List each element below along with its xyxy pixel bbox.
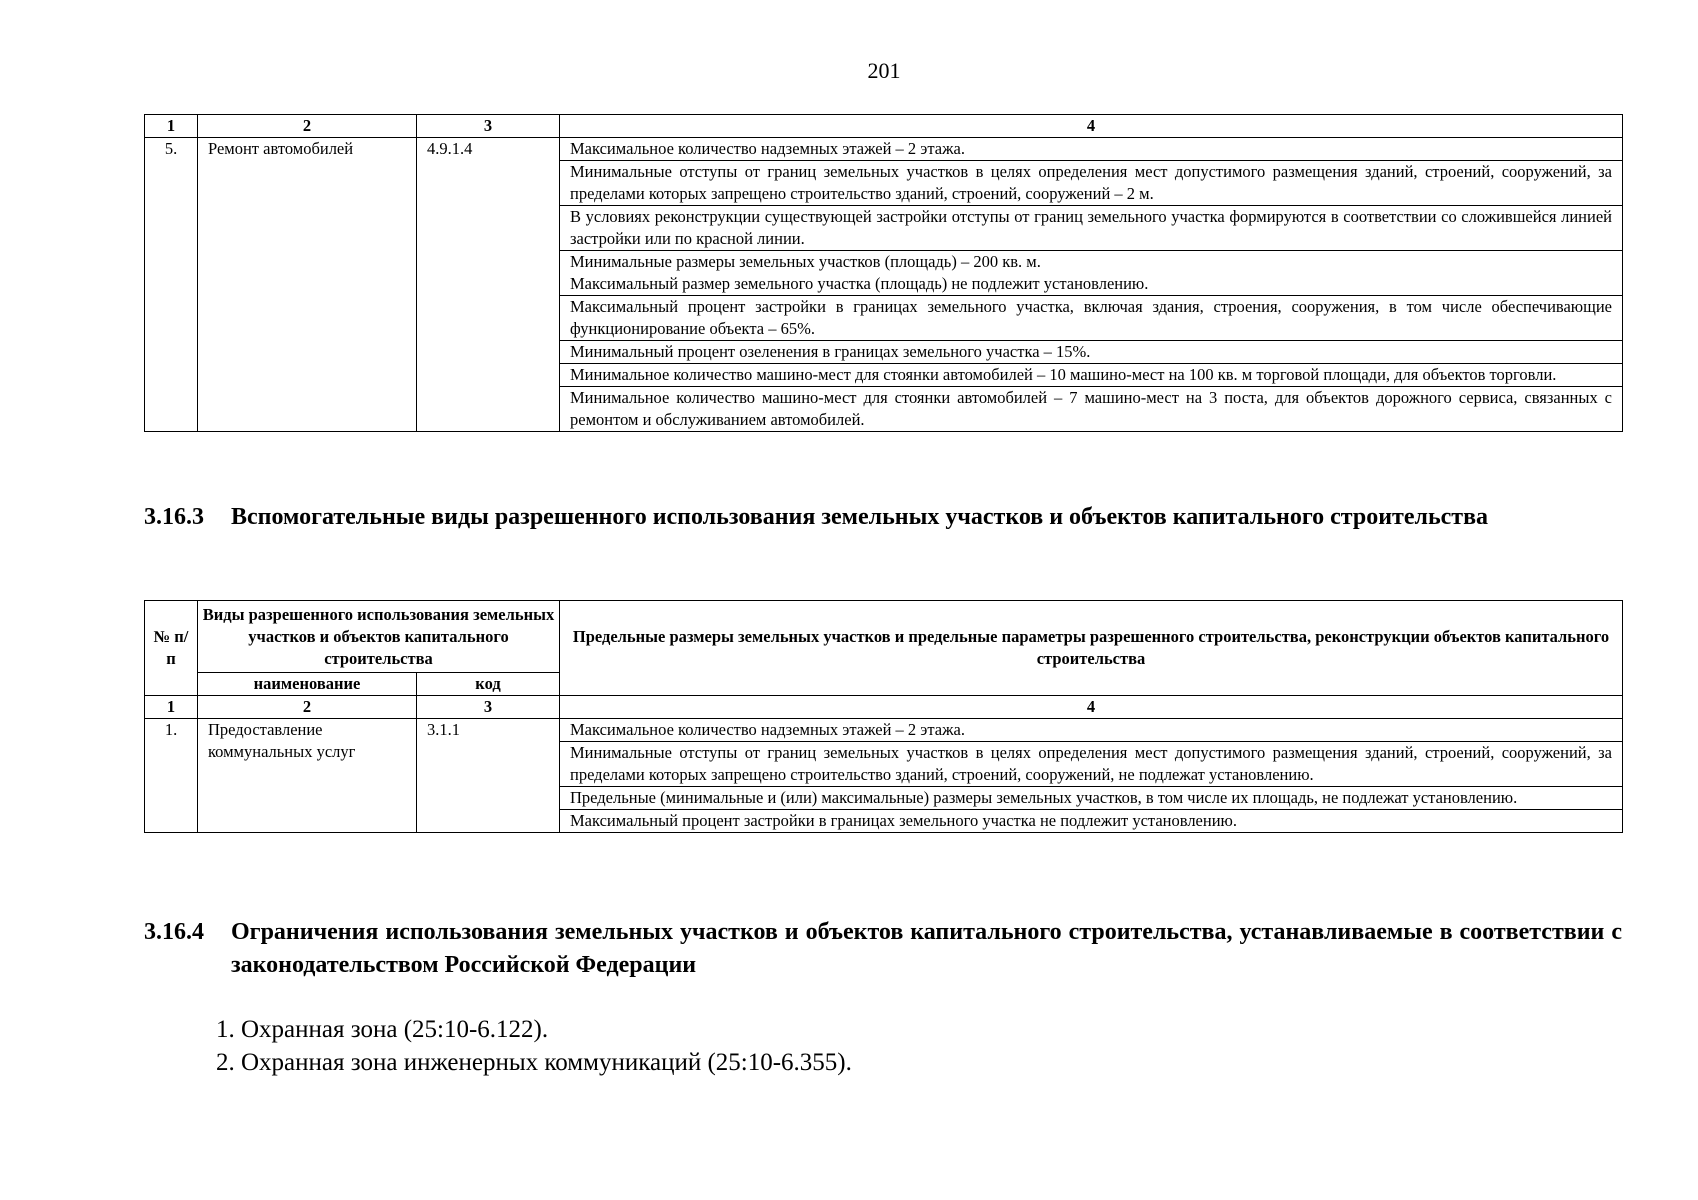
parameter-cell: Минимальное количество машино-мест для стоянки автомобилей – 7 машино-мест на 3 поста, для объектов дорожного сервиса, связанных с ремонтом и обслуживанием автомобилей. <box>560 387 1623 432</box>
parameter-cell: Минимальные отступы от границ земельных участков в целях определения мест допустимого размещения зданий, строений, сооружений, за пределами которых запрещено строительство зданий, строений, сооружений, не подлежат установлению. <box>560 742 1623 787</box>
parameter-cell: В условиях реконструкции существующей застройки отступы от границ земельного участка формируются в соответствии со сложившейся линией застройки или по красной линии. <box>560 206 1623 251</box>
column-number: 3 <box>417 696 560 719</box>
column-number: 4 <box>560 696 1623 719</box>
header-code: код <box>417 673 560 696</box>
use-type-code: 3.1.1 <box>417 719 560 833</box>
parameter-cell: Предельные (минимальные и (или) максимальные) размеры земельных участков, в том числе их площадь, не подлежат установлению. <box>560 787 1623 810</box>
header-num: № п/п <box>145 601 198 696</box>
column-number: 2 <box>198 696 417 719</box>
parameter-cell: Максимальное количество надземных этажей – 2 этажа. <box>560 719 1623 742</box>
table-row <box>145 719 1623 742</box>
use-type-name: Ремонт автомобилей <box>198 138 417 432</box>
column-numbers-row <box>145 115 1623 138</box>
header-limits: Предельные размеры земельных участков и предельные параметры разрешенного строительства, реконструкции объектов капитального строительства <box>560 601 1623 696</box>
section-number: 3.16.4 <box>144 919 204 945</box>
column-number: 1 <box>145 696 198 719</box>
parameter-cell: Минимальный процент озеленения в границах земельного участка – 15%. <box>560 341 1623 364</box>
section-title: Ограничения использования земельных участков и объектов капитального строительства, устанавливаемые в соответствии с законодательством Российской Федерации <box>231 919 1622 978</box>
use-type-name: Предоставление коммунальных услуг <box>198 719 417 833</box>
parameter-cell: Минимальное количество машино-мест для стоянки автомобилей – 10 машино-мест на 100 кв. м торговой площади, для объектов торговли. <box>560 364 1623 387</box>
column-numbers-row <box>145 696 1623 719</box>
auxiliary-use-table <box>144 600 1623 833</box>
parameter-cell: Максимальное количество надземных этажей – 2 этажа. <box>560 138 1623 161</box>
restrictions-list <box>216 1013 852 1079</box>
row-number: 5. <box>145 138 198 432</box>
permitted-use-table-continued <box>144 114 1623 432</box>
column-number: 3 <box>417 115 560 138</box>
parameter-cell: Минимальные отступы от границ земельных участков в целях определения мест допустимого размещения зданий, строений, сооружений, за пределами которых запрещено строительство зданий, строений, сооружений – 2 м. <box>560 161 1623 206</box>
parameter-cell: Максимальный процент застройки в границах земельного участка не подлежит установлению. <box>560 810 1623 833</box>
list-item: 2. Охранная зона инженерных коммуникаций (25:10-6.355). <box>216 1049 852 1076</box>
parameter-cell <box>560 251 1623 296</box>
parameter-line: Минимальные размеры земельных участков (площадь) – 200 кв. м. <box>570 252 1041 271</box>
list-item: 1. Охранная зона (25:10-6.122). <box>216 1016 549 1043</box>
header-use-types: Виды разрешенного использования земельных участков и объектов капитального строительства <box>198 601 560 673</box>
column-number: 1 <box>145 115 198 138</box>
header-name: наименование <box>198 673 417 696</box>
section-number: 3.16.3 <box>144 504 204 530</box>
table-row <box>145 138 1623 161</box>
section-heading-3-16-3 <box>144 501 1622 534</box>
row-number: 1. <box>145 719 198 833</box>
parameter-line: Максимальный размер земельного участка (площадь) не подлежит установлению. <box>570 274 1149 293</box>
table-header-row <box>145 601 1623 673</box>
column-number: 4 <box>560 115 1623 138</box>
section-title: Вспомогательные виды разрешенного использования земельных участков и объектов капитального строительства <box>231 504 1489 530</box>
column-number: 2 <box>198 115 417 138</box>
parameter-cell: Максимальный процент застройки в границах земельного участка, включая здания, строения, сооружения, в том числе обеспечивающие функционирование объекта – 65%. <box>560 296 1623 341</box>
use-type-code: 4.9.1.4 <box>417 138 560 432</box>
section-heading-3-16-4 <box>144 916 1622 982</box>
page-number: 201 <box>867 58 901 83</box>
